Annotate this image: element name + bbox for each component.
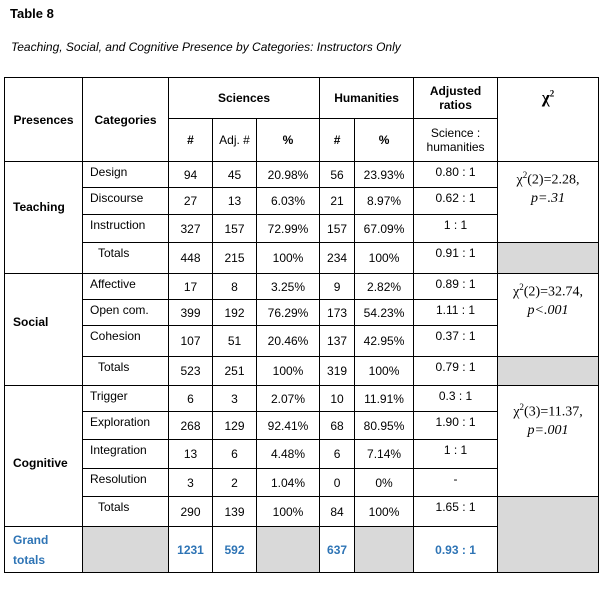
header-adjusted-ratios: Adjusted ratios <box>414 78 498 119</box>
shaded-cell <box>498 497 599 573</box>
header-sciences: Sciences <box>169 78 320 119</box>
hum-n: 56 <box>320 162 355 188</box>
header-presences: Presences <box>5 78 83 162</box>
p-value: p=.31 <box>531 190 565 206</box>
ratio: 1 : 1 <box>414 440 498 469</box>
sci-n: 13 <box>169 440 213 469</box>
ratio: 0.79 : 1 <box>414 357 498 386</box>
sci-n: 6 <box>169 386 213 412</box>
table-title: Table 8 <box>10 6 54 21</box>
header-sci-adj-num: Adj. # <box>213 119 257 162</box>
ratio: - <box>414 469 498 497</box>
hum-pct: 100% <box>355 357 414 386</box>
sci-adj: 6 <box>213 440 257 469</box>
presence-table <box>4 77 599 573</box>
hum-pct: 54.23% <box>355 300 414 326</box>
hum-n: 234 <box>320 243 355 274</box>
chi-symbol: χ <box>513 284 520 300</box>
sci-adj: 129 <box>213 412 257 440</box>
p-value: p<.001 <box>527 302 569 318</box>
totals-row <box>5 243 599 274</box>
sci-pct: 100% <box>257 243 320 274</box>
sci-adj: 51 <box>213 326 257 357</box>
sci-adj: 215 <box>213 243 257 274</box>
sci-n: 399 <box>169 300 213 326</box>
sci-n: 27 <box>169 188 213 215</box>
group-teaching: Teaching <box>5 162 83 274</box>
sci-pct: 92.41% <box>257 412 320 440</box>
hum-pct: 7.14% <box>355 440 414 469</box>
totals-label: Totals <box>83 497 169 527</box>
sci-adj: 251 <box>213 357 257 386</box>
chi-superscript: 2 <box>549 88 555 99</box>
table-row <box>5 386 599 412</box>
grand-sci-n: 1231 <box>169 527 213 573</box>
sci-adj: 3 <box>213 386 257 412</box>
sci-n: 290 <box>169 497 213 527</box>
table-subtitle: Teaching, Social, and Cognitive Presence by Categories: Instructors Only <box>11 40 401 54</box>
ratio: 0.89 : 1 <box>414 274 498 300</box>
sci-n: 268 <box>169 412 213 440</box>
chi-df: (2)=2.28, <box>527 172 580 188</box>
hum-n: 68 <box>320 412 355 440</box>
sci-pct: 100% <box>257 357 320 386</box>
p-value: p=.001 <box>527 422 569 438</box>
category-cell: Instruction <box>83 215 169 243</box>
category-cell: Resolution <box>83 469 169 497</box>
sci-pct: 20.46% <box>257 326 320 357</box>
header-sci-pct: % <box>257 119 320 162</box>
hum-n: 84 <box>320 497 355 527</box>
hum-pct: 11.91% <box>355 386 414 412</box>
totals-label: Totals <box>83 243 169 274</box>
hum-n: 9 <box>320 274 355 300</box>
chi-result-cognitive: $\chi^2(3)=11.37$, p=.001 <box>498 386 599 497</box>
header-humanities: Humanities <box>320 78 414 119</box>
hum-n: 6 <box>320 440 355 469</box>
hum-n: 21 <box>320 188 355 215</box>
header-sci-num: # <box>169 119 213 162</box>
chi-symbol: χ <box>541 88 550 107</box>
sci-adj: 139 <box>213 497 257 527</box>
sci-adj: 13 <box>213 188 257 215</box>
header-ratio-sub: Science : humanities <box>414 119 498 162</box>
grand-hum-n: 637 <box>320 527 355 573</box>
category-cell: Exploration <box>83 412 169 440</box>
table-row <box>5 162 599 188</box>
sci-pct: 4.48% <box>257 440 320 469</box>
hum-pct: 23.93% <box>355 162 414 188</box>
shaded-cell <box>498 243 599 274</box>
hum-pct: 0% <box>355 469 414 497</box>
category-cell: Integration <box>83 440 169 469</box>
header-hum-pct: % <box>355 119 414 162</box>
sci-adj: 192 <box>213 300 257 326</box>
sci-n: 523 <box>169 357 213 386</box>
sci-n: 94 <box>169 162 213 188</box>
table-row <box>5 274 599 300</box>
hum-n: 137 <box>320 326 355 357</box>
sci-pct: 3.25% <box>257 274 320 300</box>
grand-sci-adj: 592 <box>213 527 257 573</box>
sci-adj: 157 <box>213 215 257 243</box>
chi-result-teaching: $\chi^2(2)=2.28$, p=.31 <box>498 162 599 243</box>
chi-symbol: χ <box>513 404 520 420</box>
sci-adj: 45 <box>213 162 257 188</box>
grand-ratio: 0.93 : 1 <box>414 527 498 573</box>
sci-adj: 2 <box>213 469 257 497</box>
totals-label: Totals <box>83 357 169 386</box>
ratio: 0.37 : 1 <box>414 326 498 357</box>
ratio: 1.90 : 1 <box>414 412 498 440</box>
hum-pct: 100% <box>355 497 414 527</box>
group-social: Social <box>5 274 83 386</box>
ratio: 1.11 : 1 <box>414 300 498 326</box>
ratio: 1.65 : 1 <box>414 497 498 527</box>
sci-n: 448 <box>169 243 213 274</box>
sci-pct: 100% <box>257 497 320 527</box>
ratio: 0.62 : 1 <box>414 188 498 215</box>
sci-pct: 72.99% <box>257 215 320 243</box>
ratio: 0.80 : 1 <box>414 162 498 188</box>
shaded-cell <box>257 527 320 573</box>
hum-n: 319 <box>320 357 355 386</box>
hum-n: 0 <box>320 469 355 497</box>
category-cell: Open com. <box>83 300 169 326</box>
category-cell: Discourse <box>83 188 169 215</box>
category-cell: Design <box>83 162 169 188</box>
category-cell: Cohesion <box>83 326 169 357</box>
ratio: 1 : 1 <box>414 215 498 243</box>
hum-pct: 67.09% <box>355 215 414 243</box>
hum-n: 157 <box>320 215 355 243</box>
sci-pct: 20.98% <box>257 162 320 188</box>
shaded-cell <box>83 527 169 573</box>
sci-adj: 8 <box>213 274 257 300</box>
sci-pct: 76.29% <box>257 300 320 326</box>
chi-df: (3)=11.37, <box>524 404 583 420</box>
hum-pct: 2.82% <box>355 274 414 300</box>
totals-row <box>5 357 599 386</box>
grand-totals-label: Grand totals <box>5 527 83 573</box>
hum-n: 10 <box>320 386 355 412</box>
shaded-cell <box>355 527 414 573</box>
hum-n: 173 <box>320 300 355 326</box>
hum-pct: 8.97% <box>355 188 414 215</box>
category-cell: Affective <box>83 274 169 300</box>
group-cognitive: Cognitive <box>5 386 83 527</box>
shaded-cell <box>498 357 599 386</box>
sci-n: 3 <box>169 469 213 497</box>
header-hum-num: # <box>320 119 355 162</box>
header-categories: Categories <box>83 78 169 162</box>
sci-n: 107 <box>169 326 213 357</box>
chi-df: (2)=32.74, <box>523 284 583 300</box>
header-chi-square <box>498 78 599 162</box>
ratio: 0.91 : 1 <box>414 243 498 274</box>
hum-pct: 42.95% <box>355 326 414 357</box>
totals-row <box>5 497 599 527</box>
hum-pct: 80.95% <box>355 412 414 440</box>
sci-n: 17 <box>169 274 213 300</box>
sci-n: 327 <box>169 215 213 243</box>
sci-pct: 1.04% <box>257 469 320 497</box>
chi-result-social: $\chi^2(2)=32.74$, p<.001 <box>498 274 599 357</box>
sci-pct: 2.07% <box>257 386 320 412</box>
sci-pct: 6.03% <box>257 188 320 215</box>
hum-pct: 100% <box>355 243 414 274</box>
category-cell: Trigger <box>83 386 169 412</box>
ratio: 0.3 : 1 <box>414 386 498 412</box>
chi-symbol: χ <box>516 172 523 188</box>
